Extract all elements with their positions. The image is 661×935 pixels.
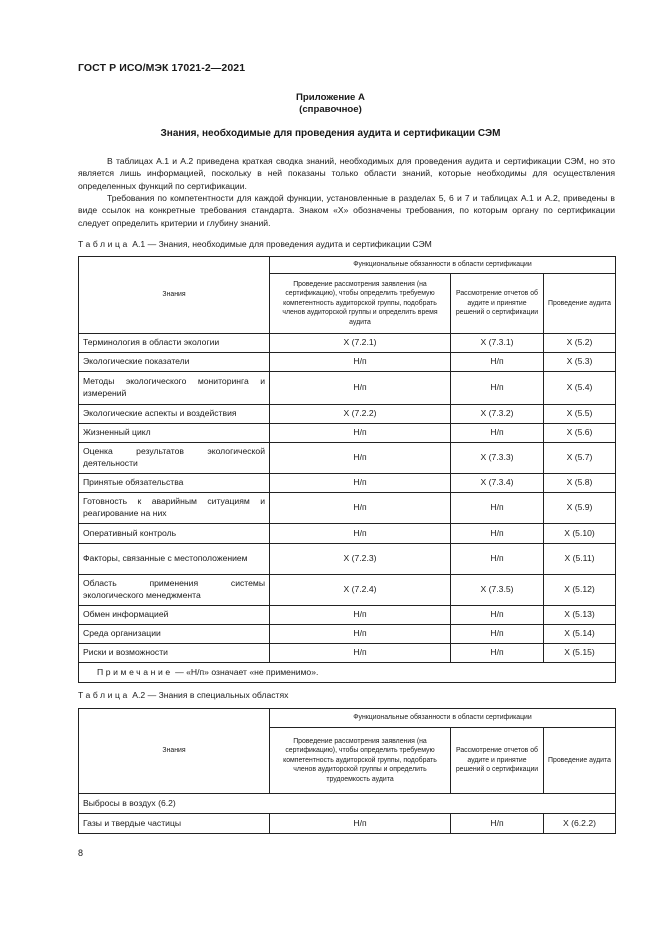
appendix-subtitle: (справочное)	[299, 104, 362, 115]
value-cell: Н/п	[451, 493, 544, 524]
note-text: — «Н/п» означает «не применимо».	[175, 666, 319, 677]
value-cell: X (5.7)	[544, 443, 616, 474]
header-col-audit: Проведение аудита	[544, 274, 616, 334]
value-cell: Н/п	[451, 625, 544, 644]
table-row	[79, 334, 616, 353]
value-cell: Н/п	[270, 372, 451, 405]
value-cell: Н/п	[451, 644, 544, 663]
value-cell: X (5.13)	[544, 606, 616, 625]
table1-caption-text: А.1 — Знания, необходимые для проведения аудита и сертификации СЭМ	[132, 239, 432, 249]
table1-note	[79, 663, 616, 683]
value-cell: X (7.3.3)	[451, 443, 544, 474]
header-knowledge: Знания	[79, 709, 270, 794]
appendix-title: Приложение А	[296, 92, 365, 103]
value-cell: X (5.2)	[544, 334, 616, 353]
header-col-report-review: Рассмотрение отчетов об аудите и принятие решений о сертификации	[451, 728, 544, 794]
table-row	[79, 606, 616, 625]
table-row	[79, 493, 616, 524]
knowledge-cell: Оперативный контроль	[79, 524, 270, 544]
value-cell: Н/п	[270, 644, 451, 663]
knowledge-cell: Жизненный цикл	[79, 424, 270, 443]
knowledge-cell: Среда организации	[79, 625, 270, 644]
knowledge-cell: Экологические аспекты и воздействия	[79, 405, 270, 424]
value-cell: X (7.2.3)	[270, 544, 451, 575]
value-cell: X (7.2.2)	[270, 405, 451, 424]
value-cell: Н/п	[451, 814, 544, 834]
value-cell: Н/п	[451, 424, 544, 443]
value-cell: X (7.3.1)	[451, 334, 544, 353]
section-row: Выбросы в воздух (6.2)	[79, 794, 616, 814]
paragraph-2-text: Требования по компетентности для каждой функции, установленные в разделах 5, 6 и 7 и таблицах А.1 и А.2, приведены в виде ссылок на конкретные требования стандарта. Знаком «X» обозначены требования, по которым органу по сертификации следует определить критерии и глубину знаний.	[78, 193, 615, 228]
value-cell: X (7.2.1)	[270, 334, 451, 353]
table2-caption-label: Таблица	[78, 690, 130, 700]
value-cell: Н/п	[270, 493, 451, 524]
value-cell: Н/п	[270, 524, 451, 544]
main-title: Знания, необходимые для проведения аудита и сертификации СЭМ	[160, 128, 501, 139]
table1-caption	[78, 239, 432, 249]
value-cell: X (7.3.5)	[451, 575, 544, 606]
value-cell: Н/п	[451, 372, 544, 405]
table-row	[79, 814, 616, 834]
standard-header: ГОСТ Р ИСО/МЭК 17021-2—2021	[78, 62, 246, 74]
value-cell: X (7.2.4)	[270, 575, 451, 606]
value-cell: X (5.10)	[544, 524, 616, 544]
value-cell: Н/п	[451, 606, 544, 625]
value-cell: X (5.4)	[544, 372, 616, 405]
table2-caption-text: А.2 — Знания в специальных областях	[132, 690, 289, 700]
header-col-application-review: Проведение рассмотрения заявления (на сертификацию), чтобы определить требуемую компетентность аудиторской группы, подобрать членов аудиторской группы и определить время аудита	[270, 274, 451, 334]
table-row	[79, 424, 616, 443]
table-row	[79, 353, 616, 372]
knowledge-cell: Факторы, связанные с местоположением	[79, 544, 270, 575]
header-functions: Функциональные обязанности в области сертификации	[270, 709, 616, 728]
value-cell: Н/п	[270, 625, 451, 644]
value-cell: Н/п	[270, 353, 451, 372]
value-cell: Н/п	[451, 524, 544, 544]
table-a1	[78, 256, 616, 683]
table-a2	[78, 708, 616, 834]
paragraph-2	[78, 192, 615, 229]
value-cell: X (5.6)	[544, 424, 616, 443]
header-functions: Функциональные обязанности в области сертификации	[270, 257, 616, 274]
value-cell: X (5.12)	[544, 575, 616, 606]
knowledge-cell: Риски и возможности	[79, 644, 270, 663]
knowledge-cell: Терминология в области экологии	[79, 334, 270, 353]
value-cell: Н/п	[451, 353, 544, 372]
paragraph-1-text: В таблицах А.1 и А.2 приведена краткая сводка знаний, необходимых для проведения аудита и сертификации СЭМ, но это является лишь информацией, поскольку в ней показаны только области знаний, которые необходимы для осуществления определенных функций по сертификации.	[78, 156, 615, 191]
value-cell: X (5.3)	[544, 353, 616, 372]
knowledge-cell: Обмен информацией	[79, 606, 270, 625]
value-cell: Н/п	[270, 606, 451, 625]
note-label: Примечание	[97, 666, 173, 677]
table-row	[79, 524, 616, 544]
table-row	[79, 644, 616, 663]
value-cell: Н/п	[270, 474, 451, 493]
value-cell: X (6.2.2)	[544, 814, 616, 834]
header-col-audit: Проведение аудита	[544, 728, 616, 794]
knowledge-cell: Оценка результатов экологической деятельности	[79, 443, 270, 474]
table-row	[79, 625, 616, 644]
table-row	[79, 372, 616, 405]
value-cell: Н/п	[270, 814, 451, 834]
page-number: 8	[78, 848, 84, 858]
table-row	[79, 443, 616, 474]
value-cell: X (5.11)	[544, 544, 616, 575]
value-cell: Н/п	[270, 443, 451, 474]
value-cell: X (7.3.2)	[451, 405, 544, 424]
value-cell: X (7.3.4)	[451, 474, 544, 493]
paragraph-1	[78, 155, 615, 192]
table-row	[79, 405, 616, 424]
knowledge-cell: Экологические показатели	[79, 353, 270, 372]
value-cell: X (5.15)	[544, 644, 616, 663]
value-cell: X (5.5)	[544, 405, 616, 424]
value-cell: Н/п	[270, 424, 451, 443]
knowledge-cell: Область применения системы экологического менеджмента	[79, 575, 270, 606]
header-knowledge: Знания	[79, 257, 270, 334]
knowledge-cell: Принятые обязательства	[79, 474, 270, 493]
value-cell: X (5.9)	[544, 493, 616, 524]
table-row	[79, 474, 616, 493]
header-col-report-review: Рассмотрение отчетов об аудите и принятие решений о сертификации	[451, 274, 544, 334]
knowledge-cell: Газы и твердые частицы	[79, 814, 270, 834]
header-col-application-review: Проведение рассмотрения заявления (на сертификацию), чтобы определить требуемую компетентность аудиторской группы, подобрать членов аудиторской группы и определить трудоемкость аудита	[270, 728, 451, 794]
table2-caption	[78, 690, 288, 700]
table-row	[79, 544, 616, 575]
value-cell: X (5.14)	[544, 625, 616, 644]
knowledge-cell: Методы экологического мониторинга и измерений	[79, 372, 270, 405]
value-cell: X (5.8)	[544, 474, 616, 493]
value-cell: Н/п	[451, 544, 544, 575]
knowledge-cell: Готовность к аварийным ситуациям и реагирование на них	[79, 493, 270, 524]
table1-caption-label: Таблица	[78, 239, 130, 249]
table-row	[79, 575, 616, 606]
